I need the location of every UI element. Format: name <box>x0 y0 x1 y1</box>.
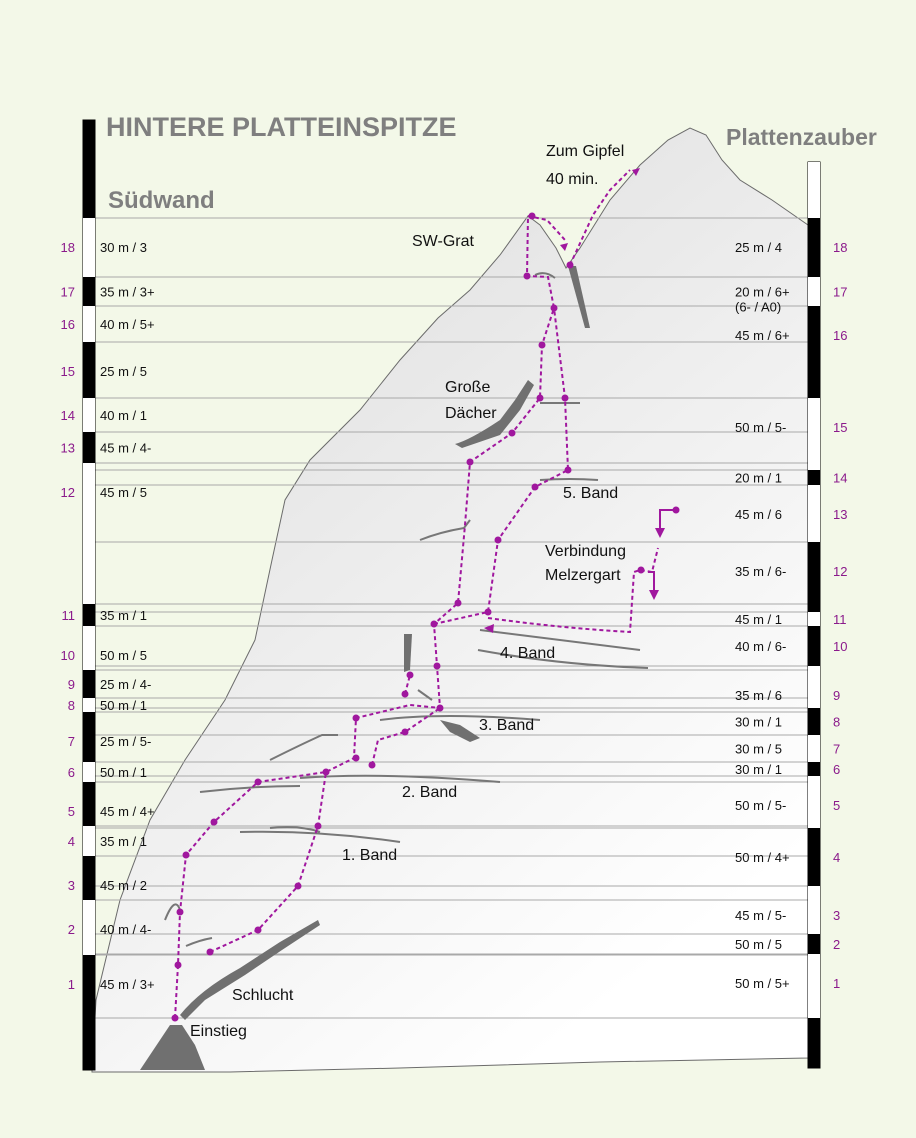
pitch-number: 16 <box>60 317 75 332</box>
scale-segment <box>808 218 820 277</box>
scale-segment <box>83 712 95 762</box>
diagram-title: HINTERE PLATTEINSPITZE <box>106 112 457 142</box>
pitch-number: 17 <box>60 284 75 300</box>
route-name: Plattenzauber <box>726 124 877 150</box>
pitch-number: 2 <box>833 937 841 952</box>
scale-segment <box>83 306 95 342</box>
pitch-grade-label: 30 m / 1 <box>735 714 782 730</box>
pitch-number: 12 <box>833 564 848 579</box>
pitch-number: 5 <box>67 804 75 819</box>
scale-segment <box>808 398 820 470</box>
label-melzergart: Melzergart <box>545 567 621 584</box>
label-band1: 1. Band <box>342 847 398 864</box>
rock-face <box>92 128 808 1072</box>
scale-segment <box>83 398 95 432</box>
scale-segment <box>83 626 95 670</box>
pitch-grade-label: 45 m / 4+ <box>100 804 155 819</box>
pitch-number: 8 <box>67 698 75 713</box>
pitch-number: 15 <box>833 420 848 435</box>
pitch-grade-label: 50 m / 5 <box>100 648 147 663</box>
scale-segment <box>83 955 95 1018</box>
scale-segment <box>83 698 95 712</box>
pitch-grade-label: 25 m / 5 <box>100 364 147 379</box>
scale-segment <box>83 762 95 782</box>
scale-segment <box>808 542 820 612</box>
left-pitch-labels <box>61 240 155 992</box>
label-band4: 4. Band <box>500 645 556 662</box>
pitch-grade-label: 45 m / 5 <box>100 485 147 500</box>
right-scale-bar <box>808 162 820 1068</box>
label-verbindung: Verbindung <box>545 543 626 560</box>
scale-segment <box>808 954 820 1018</box>
scale-segment <box>808 708 820 735</box>
scale-segment <box>808 306 820 398</box>
pitch-grade-label: 40 m / 6- <box>735 639 787 654</box>
pitch-grade-label: 45 m / 1 <box>735 612 782 627</box>
scale-segment <box>83 120 95 218</box>
scale-segment <box>83 670 95 698</box>
scale-segment <box>808 776 820 828</box>
pitch-grade-label: 50 m / 5+ <box>735 976 790 991</box>
pitch-number: 13 <box>60 440 75 456</box>
scale-segment <box>808 626 820 666</box>
scale-segment <box>808 828 820 886</box>
pitch-number: 5 <box>833 798 841 813</box>
pitch-number: 10 <box>833 639 848 654</box>
pitch-grade-label: 35 m / 1 <box>100 608 147 623</box>
pitch-number: 18 <box>60 240 75 255</box>
pitch-grade-label: 35 m / 6 <box>735 688 782 703</box>
pitch-number: 12 <box>60 485 75 500</box>
scale-segment <box>83 782 95 826</box>
scale-segment <box>808 666 820 708</box>
pitch-grade-label: 25 m / 4 <box>735 240 782 255</box>
pitch-grade-label: 40 m / 5+ <box>100 317 155 332</box>
label-band3: 3. Band <box>479 717 535 734</box>
pitch-number: 8 <box>833 714 841 730</box>
scale-segment <box>808 934 820 954</box>
pitch-number: 16 <box>833 328 848 343</box>
pitch-grade-label: 45 m / 2 <box>100 878 147 893</box>
scale-segment <box>83 463 95 604</box>
pitch-grade-label: 30 m / 1 <box>735 762 782 777</box>
pitch-grade-label: 45 m / 6+ <box>735 328 790 343</box>
scale-segment <box>808 886 820 934</box>
scale-segment <box>808 735 820 762</box>
scale-segment <box>83 342 95 398</box>
pitch-grade-label: 45 m / 5- <box>735 908 787 923</box>
scale-segment <box>808 612 820 626</box>
pitch-grade-label: 45 m / 4- <box>100 440 152 456</box>
summit-note-line1: Zum Gipfel <box>546 143 625 160</box>
pitch-number: 9 <box>67 677 75 692</box>
pitch-grade-label: 35 m / 3+ <box>100 284 155 300</box>
pitch-number: 7 <box>67 734 75 749</box>
label-sw-grat: SW-Grat <box>412 233 474 250</box>
pitch-number: 1 <box>833 976 841 991</box>
label-band5: 5. Band <box>563 485 619 502</box>
scale-segment <box>83 218 95 277</box>
scale-segment <box>83 900 95 955</box>
summit-note-line2: 40 min. <box>546 171 599 188</box>
scale-segment <box>83 1018 95 1070</box>
pitch-number: 14 <box>60 408 75 423</box>
left-scale-bar <box>83 120 95 1070</box>
pitch-grade-label: 25 m / 5- <box>100 734 152 749</box>
scale-segment <box>808 485 820 542</box>
label-daecher: Dächer <box>445 405 497 422</box>
pitch-grade-label: 50 m / 5- <box>735 420 787 435</box>
pitch-grade-label: 45 m / 6 <box>735 507 782 522</box>
pitch-grade-label: 50 m / 5- <box>735 798 787 813</box>
pitch-grade-label: 30 m / 3 <box>100 240 147 255</box>
pitch-grade-label: 20 m / 1 <box>735 470 782 486</box>
scale-segment <box>808 1018 820 1068</box>
pitch-number: 11 <box>61 608 75 623</box>
pitch-grade-label: 35 m / 1 <box>100 834 147 849</box>
pitch-number: 3 <box>67 878 75 893</box>
pitch-grade-label: 50 m / 1 <box>100 698 147 713</box>
scale-segment <box>808 162 820 218</box>
scale-segment <box>83 826 95 856</box>
scale-segment <box>808 762 820 776</box>
pitch-grade-label: 30 m / 5 <box>735 741 782 757</box>
pitch-number: 15 <box>60 364 75 379</box>
pitch-number: 3 <box>833 908 841 923</box>
pitch-number: 10 <box>60 648 75 663</box>
pitch-number: 17 <box>833 284 848 300</box>
pitch-number: 18 <box>833 240 848 255</box>
pitch-grade-label: 40 m / 4- <box>100 922 152 937</box>
label-band2: 2. Band <box>402 784 458 801</box>
face-name: Südwand <box>108 187 215 214</box>
pitch-number: 4 <box>67 834 75 849</box>
pitch-grade-label: 50 m / 1 <box>100 765 147 780</box>
label-schlucht: Schlucht <box>232 987 294 1004</box>
scale-segment <box>83 277 95 306</box>
scale-segment <box>83 604 95 626</box>
pitch-grade-label: 45 m / 3+ <box>100 977 155 992</box>
pitch-grade-label: 50 m / 4+ <box>735 850 790 865</box>
scale-segment <box>83 432 95 463</box>
pitch-number: 9 <box>833 688 841 703</box>
pitch-number: 7 <box>833 741 841 757</box>
pitch-number: 1 <box>67 977 75 992</box>
scale-segment <box>808 277 820 306</box>
pitch-number: 14 <box>833 470 848 486</box>
pitch-grade-label: 20 m / 6+ <box>735 284 790 300</box>
descent-arrow-icon <box>560 243 568 251</box>
scale-segment <box>83 856 95 900</box>
pitch-number: 6 <box>67 765 75 780</box>
pitch-grade-label: 35 m / 6- <box>735 564 787 579</box>
pitch-grade-label-alt: (6- / A0) <box>735 299 782 315</box>
pitch-grade-label: 50 m / 5 <box>735 937 782 952</box>
pitch-number: 13 <box>833 507 848 522</box>
pitch-number: 4 <box>833 850 841 865</box>
label-einstieg: Einstieg <box>190 1023 247 1040</box>
label-grosse: Große <box>445 379 491 396</box>
pitch-number: 2 <box>67 922 75 937</box>
pitch-number: 11 <box>833 612 847 627</box>
pitch-grade-label: 40 m / 1 <box>100 408 147 423</box>
scale-segment <box>808 470 820 485</box>
pitch-number: 6 <box>833 762 841 777</box>
pitch-grade-label: 25 m / 4- <box>100 677 152 692</box>
